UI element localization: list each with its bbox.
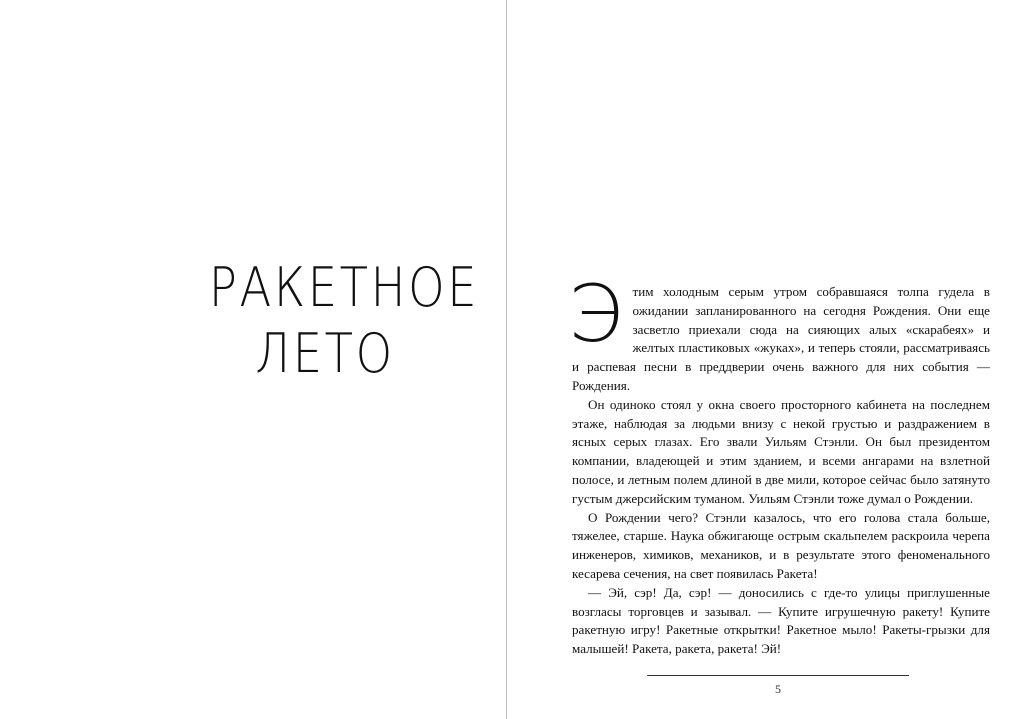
chapter-title-line-1: РАКЕТНОЕ [208, 256, 480, 319]
paragraph-4: — Эй, сэр! Да, сэр! — доносились с где-то улицы приглушенные возгласы торговцев и зазывал. — Купите игрушечную ракету! Купите ракетную игру! Ракетные открытки! Ракетное мыло! Ракеты-грызки для малышей! Ракета, ракета, ракета! Эй! [572, 584, 990, 657]
paragraph-1-text: тим холодным серым утром собравшаяся толпа гудела в ожидании запланированного на сегодня Рождения. Они еще засветло приехали сюда на сияющих алых «скарабеях» и желтых пластиковых «жуках», и теперь стояли, рассматриваясь и распевая песни в преддверии очень важного для них события — Рождения. [572, 284, 990, 393]
paragraph-2: Он одиноко стоял у окна своего просторного кабинета на последнем этаже, наблюдая за людьми внизу с некой грустью и раздражением в ясных серых глазах. Его звали Уильям Стэнли. Он был президентом компании, владеющей и этим зданием, и всеми ангарами на взлетной полосе, и летным полем длиной в две мили, которое сейчас было затянуто густым джерсийским туманом. Уильям Стэнли тоже думал о Рождении. [572, 396, 990, 506]
paragraph-1 [568, 270, 990, 396]
chapter-title [190, 255, 480, 387]
paragraph-3: О Рождении чего? Стэнли казалось, что его голова стала больше, тяжелее, старше. Наука обжигающе острым скальпелем раскроила черепа инженеров, химиков, механиков, и в результате этого феноменального кесарева сечения, на свет появилась Ракета! [572, 509, 990, 581]
chapter-title-line-2: ЛЕТО [255, 322, 395, 385]
footer-rule [647, 675, 909, 676]
right-page [507, 0, 1011, 719]
body-text [568, 270, 990, 659]
page-number: 5 [775, 682, 781, 696]
drop-cap: Э [568, 270, 623, 360]
